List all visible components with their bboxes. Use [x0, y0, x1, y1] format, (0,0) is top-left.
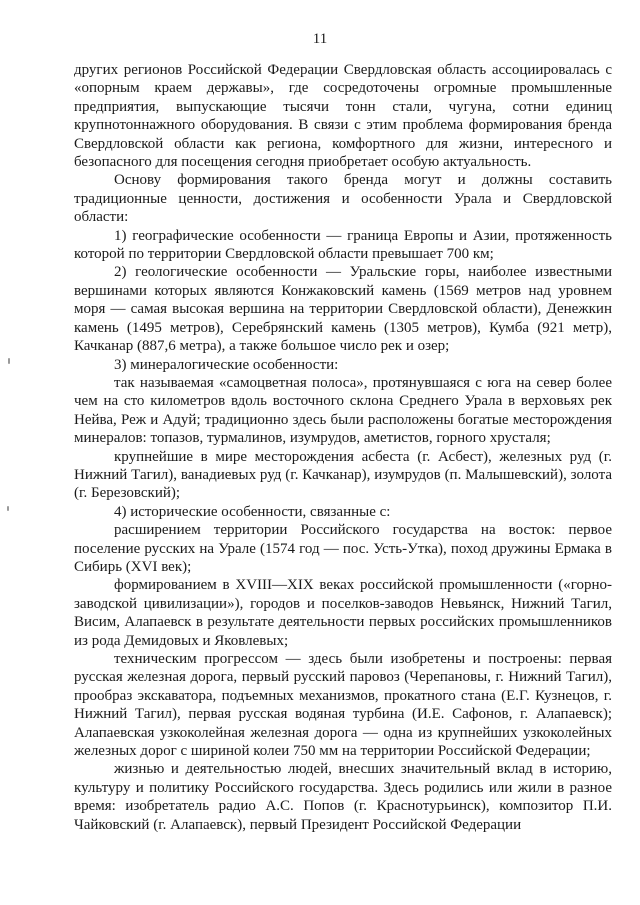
paragraph-continuation: других регионов Российской Федерации Свердловская область ассоциировалась с «опорным краем державы», где сосредоточены огромные промышленные предприятия, выпускающие тысячи тонн стали, чугуна, сотни единиц крупнотоннажного оборудования. В связи с этим проблема формирования бренда Свердловской области как региона, комфортного для жизни, интересного и безопасного для посещения сегодня приобретает особую актуальность.: [74, 62, 612, 171]
paragraph-industry: формированием в XVIII—XIX веках российской промышленности («горно-заводской цивилизации»), городов и поселков-заводов Невьянск, Нижний Тагил, Висим, Алапаевск в результате деятельности первых российских промышленников из рода Демидовых и Яковлевых;: [74, 577, 612, 649]
paragraph-geographic: 1) географические особенности — граница Европы и Азии, протяженность которой по территории Свердловской области превышает 700 км;: [74, 227, 612, 263]
document-body: [74, 61, 612, 834]
paragraph-deposits: крупнейшие в мире месторождения асбеста (г. Асбест), железных руд (г. Нижний Тагил), ванадиевых руд (г. Качканар), изумрудов (п. Малышевский), золота (г. Березовский);: [74, 448, 612, 502]
paragraph-people: жизнью и деятельностью людей, внесших значительный вклад в историю, культуру и политику Российского государства. Здесь родились или жили в разное время: изобретатель радио А.С. Попов (г. Краснотурьинск), композитор П.И. Чайковский (г. Алапаевск), первый Президент Российской Федерации: [74, 761, 612, 833]
margin-scan-mark: [7, 506, 9, 511]
paragraph-geologic: 2) геологические особенности — Уральские горы, наиболее известными вершинами которых являются Конжаковский камень (1569 метров над уровнем моря — самая высокая вершина на территории Свердловской области), Денежкин камень (1495 метров), Серебрянский камень (1305 метров), Кумба (921 метр), Качканар (887,6 метра), а также большое число рек и озер;: [74, 264, 612, 355]
paragraph-historic-heading: 4) исторические особенности, связанные с:: [114, 503, 391, 520]
paragraph-mineralogic-heading: 3) минералогические особенности:: [114, 356, 339, 373]
margin-scan-mark: [8, 358, 10, 364]
paragraph-expansion: расширением территории Российского государства на восток: первое поселение русских на Урале (1574 год — пос. Усть-Утка), поход дружины Ермака в Сибирь (XVI век);: [74, 522, 612, 575]
page-number: 11: [312, 31, 328, 47]
paragraph-gem-belt: так называемая «самоцветная полоса», протянувшаяся с юга на север более чем на сто километров вдоль восточного склона Среднего Урала в верховьях рек Нейва, Реж и Адуй; традиционно здесь были расположены богатые месторождения минералов: топазов, турмалинов, изумрудов, аметистов, горного хрусталя;: [74, 374, 612, 447]
paragraph-technical-progress: техническим прогрессом — здесь были изобретены и построены: первая русская железная дорога, первый русский паровоз (Черепановы, г. Нижний Тагил), прообраз экскаватора, подъемных механизмов, прокатного стана (Е.Г. Кузнецов, г. Нижний Тагил), первая русская водяная турбина (И.Е. Сафонов, г. Алапаевск); Алапаевская узкоколейная железная дорога — одна из крупнейших узкоколейных железных дорог с шириной колеи 750 мм на территории Российской Федерации;: [74, 651, 612, 760]
paragraph-brand-basis: Основу формирования такого бренда могут и должны составить традиционные ценности, достижения и особенности Урала и Свердловской области:: [74, 172, 612, 226]
